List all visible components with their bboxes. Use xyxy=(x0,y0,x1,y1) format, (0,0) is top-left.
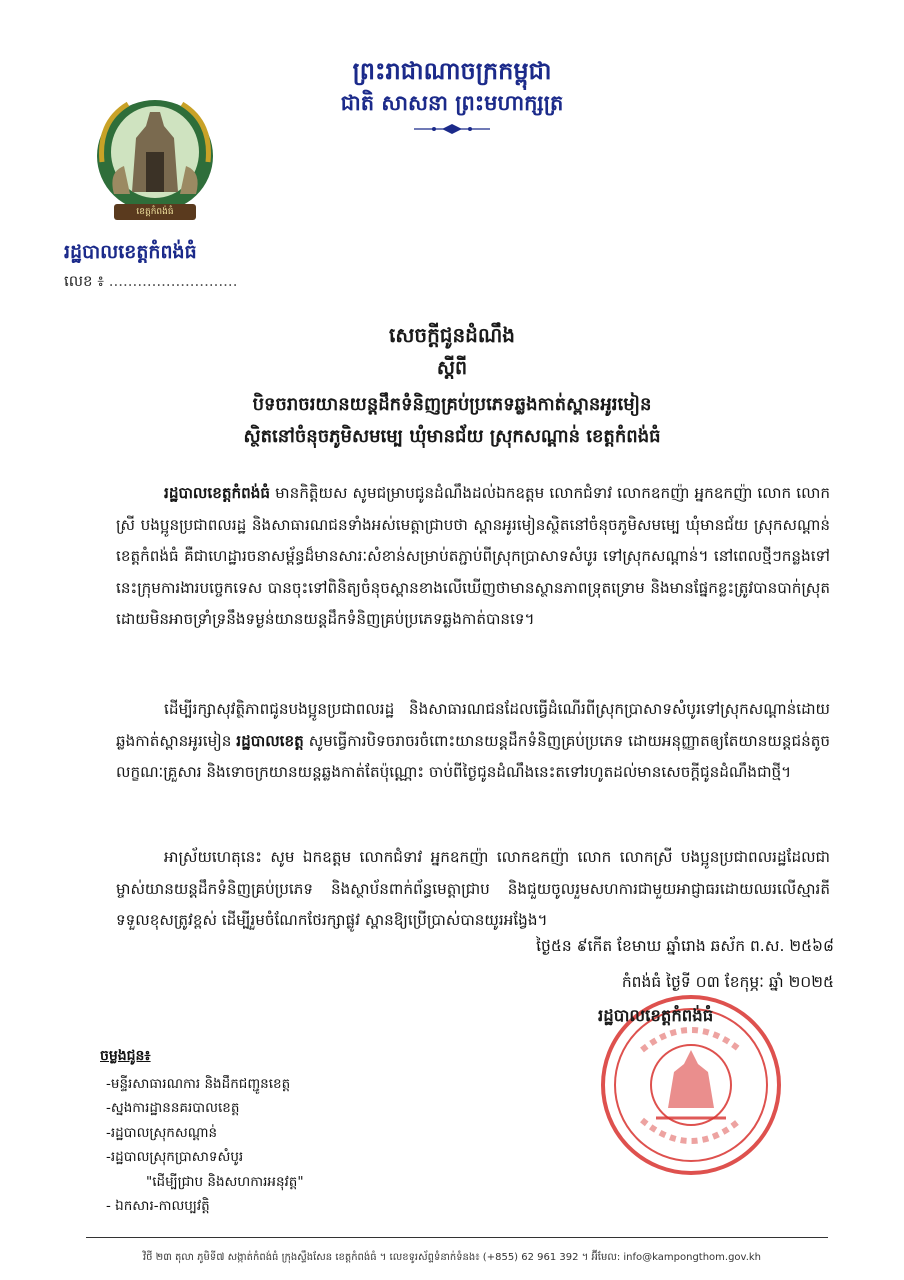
cc-item: -ស្នងការដ្ឋាននគរបាលខេត្ត xyxy=(106,1100,240,1117)
reference-number xyxy=(64,272,237,294)
paragraph-1-subject: រដ្ឋបាលខេត្តកំពង់ធំ xyxy=(164,484,271,502)
subject-line-2: ស្ថិតនៅចំនុចភូមិសមម្បេ ឃុំមានជ័យ ស្រុកសណ្តាន់ ខេត្តកំពង់ធំ xyxy=(243,426,661,447)
paragraph-3-text: អាស្រ័យហេតុនេះ សូម ឯកឧត្តម លោកជំទាវ អ្នកឧកញ៉ា លោកឧកញ៉ា លោក លោកស្រី បងប្អូនប្រជាពលរដ្ឋដែលជាម្ចាស់យានយន្តដឹកទំនិញគ្រប់ប្រភេទ និងស្ថាប័នពាក់ព័ន្ធមេត្តាជ្រាប និងជួយចូលរួមសហការជាមួយអាជ្ញាធរដោយឈរលើស្មារតីទទួលខុសត្រូវខ្ពស់ ដើម្បីរួមចំណែកថែរក្សាផ្លូវ ស្ពានឱ្យប្រើប្រាស់បានយូរអង្វែង។ xyxy=(116,848,830,929)
cc-item: - ឯកសារ-កាលប្បវត្តិ xyxy=(106,1198,210,1215)
solar-date: កំពង់ធំ ថ្ងៃទី ០៣ ខែកុម្ភៈ ឆ្នាំ ២០២៥ xyxy=(621,973,834,991)
body-paragraph-3 xyxy=(116,842,830,937)
reference-label: លេខ ៖ xyxy=(64,272,104,290)
footer-contact: វិថី ២៣ តុលា ភូមិទី៧ សង្កាត់កំពង់ធំ ក្រុងស្ទឹងសែន ខេត្តកំពង់ធំ ។ លេខទូរស័ព្ទទំនាក់ទំនង៖ (+855) 62 961 392 ។ អ៊ីមែល: info@kampongthom.gov.kh xyxy=(142,1252,762,1263)
cc-item: -មន្ទីរសាធារណការ និងដឹកជញ្ជូនខេត្ត xyxy=(106,1076,291,1092)
body-paragraph-1 xyxy=(116,478,830,636)
notice-about: ស្តីពី xyxy=(436,357,468,379)
footer-divider xyxy=(86,1237,828,1238)
kingdom-title: ព្រះរាជាណាចក្រកម្ពុជា xyxy=(352,56,552,85)
emblem-label: ខេត្តកំពង់ធំ xyxy=(136,207,174,217)
cc-item-note: "ដើម្បីជ្រាប និងសហការអនុវត្ត" xyxy=(146,1173,304,1190)
cc-item: -រដ្ឋបាលស្រុកប្រាសាទសំបូរ xyxy=(106,1149,244,1166)
sender-name: រដ្ឋបាលខេត្តកំពង់ធំ xyxy=(64,241,197,263)
paragraph-1-text: មានកិត្តិយស សូមជម្រាបជូនដំណឹងដល់ឯកឧត្តម លោកជំទាវ លោកឧកញ៉ា អ្នកឧកញ៉ា លោក លោកស្រី បងប្អូនប្រជាពលរដ្ឋ និងសាធារណជនទាំងអស់មេត្តាជ្រាបថា ស្ពានអូរមៀនស្ថិតនៅចំនុចភូមិសមម្បេ ឃុំមានជ័យ ស្រុកសណ្តាន់ ខេត្តកំពង់ធំ គឺជាហេដ្ឋារចនាសម្ព័ន្ធដ៏មានសារៈសំខាន់សម្រាប់តភ្ជាប់ពីស្រុកប្រាសាទសំបូរ ទៅស្រុកសណ្តាន់។ នៅពេលថ្មីៗកន្លងទៅនេះក្រុមការងារបច្ចេកទេស បានចុះទៅពិនិត្យចំនុចស្ពានខាងលើឃើញថាមានស្ថានភាពទ្រុតទ្រោម និងមានផ្នែកខ្លះត្រូវបានបាក់ស្រុត ដោយមិនអាចទ្រាំទ្រនឹងទម្ងន់យានយន្តដឹកទំនិញគ្រប់ប្រភេទឆ្លងកាត់បានទេ។ xyxy=(116,484,831,628)
body-paragraph-2 xyxy=(116,694,830,789)
cc-title: ចម្លងជូន៖ xyxy=(100,1048,151,1064)
reference-value: ........................... xyxy=(108,272,238,290)
paragraph-2-text-b: សូមធ្វើការបិទចរាចរចំពោះយានយន្តដឹកទំនិញគ្រប់ប្រភេទ ដោយអនុញ្ញាតឲ្យតែយានយន្តជន់តូចលក្ខណៈគ្រួសារ និងទោចក្រយានយន្តឆ្លងកាត់តែប៉ុណ្ណោះ ចាប់ពីថ្ងៃជូនដំណឹងនេះតទៅរហូតដល់មានសេចក្តីជូនដំណឹងជាថ្មី។ xyxy=(116,731,831,781)
cc-item: -រដ្ឋបាលស្រុកសណ្តាន់ xyxy=(106,1124,218,1141)
national-motto: ជាតិ សាសនា ព្រះមហាក្សត្រ xyxy=(340,90,564,115)
header-ornament-icon xyxy=(412,122,492,136)
signer-name: រដ្ឋបាលខេត្តកំពង់ធំ xyxy=(598,1006,714,1025)
paragraph-2-subject: រដ្ឋបាលខេត្ត xyxy=(236,731,304,750)
lunar-date: ថ្ងៃ៥ន ៩កើត ខែមាឃ ឆ្នាំរោង ឆស័ក ព.ស. ២៥៦៨ xyxy=(536,937,834,955)
cc-list xyxy=(106,1072,304,1218)
subject-line-1: បិទចរាចរយានយន្តដឹកទំនិញគ្រប់ប្រភេទឆ្លងកាត់ស្ពានអូរមៀន xyxy=(252,394,652,415)
notice-title: សេចក្តីជូនដំណឹង xyxy=(389,323,515,347)
paragraph-2-text-a: ដើម្បីរក្សាសុវត្ថិភាពជូនបងប្អូនប្រជាពលរដ្ឋ និងសាធារណជនដែលធ្វើដំណើរពីស្រុកប្រាសាទសំបូរទៅស្រុកសណ្តាន់ដោយឆ្លងកាត់ស្ពានអូរមៀន xyxy=(116,700,830,750)
